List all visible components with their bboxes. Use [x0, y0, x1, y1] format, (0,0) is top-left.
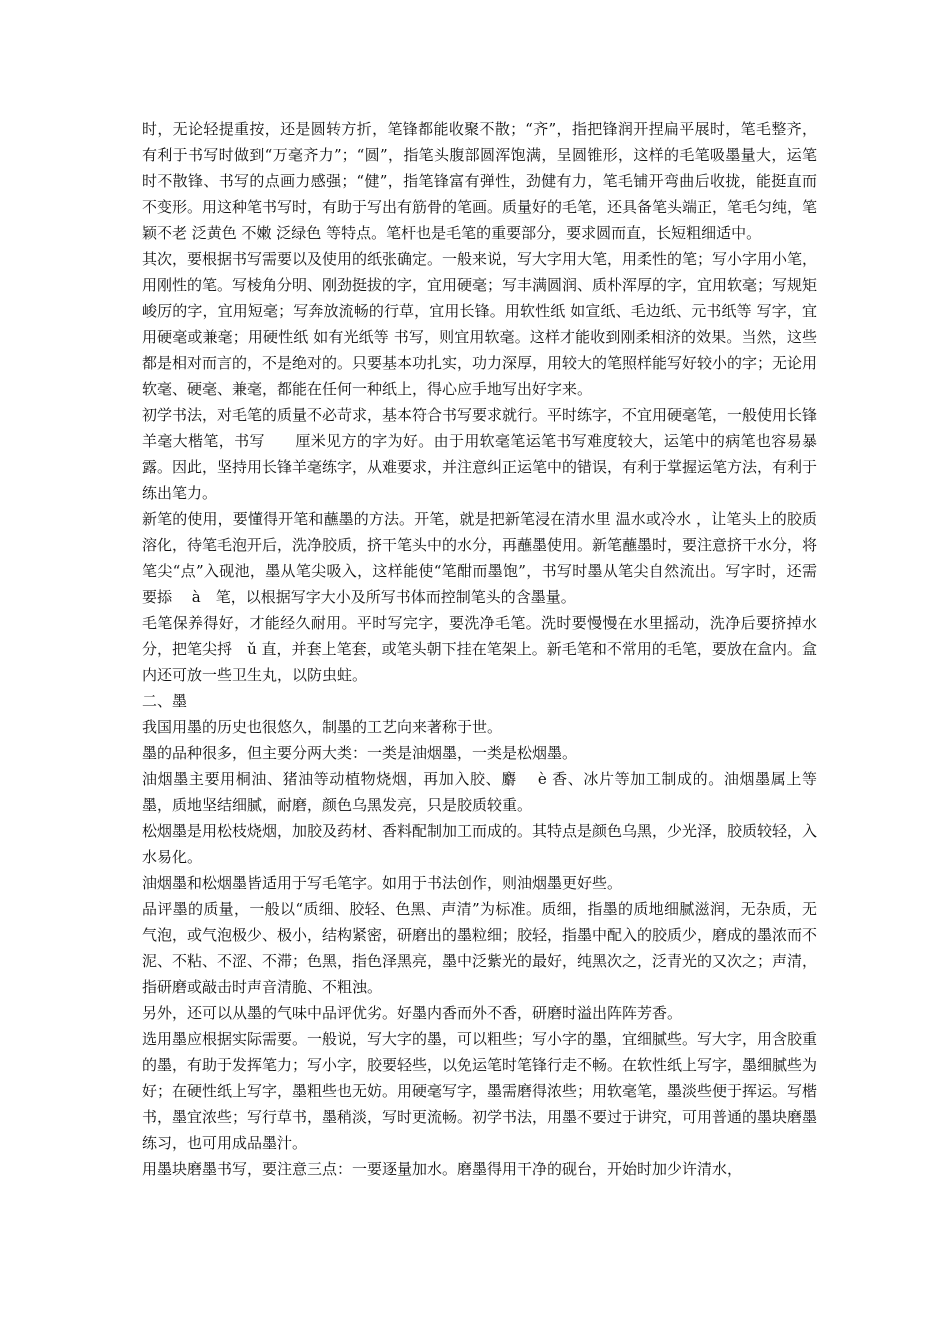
paragraph-ink-usage: 油烟墨和松烟墨皆适用于写毛笔字。如用于书法创作，则油烟墨更好些。 [142, 874, 623, 892]
paragraph-ink-grinding: 用墨块磨墨书写，要注意三点：一要逐量加水。磨墨得用干净的砚台，开始时加少许清水， [142, 1160, 743, 1178]
paragraph-brush-quality: 时，无论轻提重按，还是圆转方折，笔锋都能收聚不散；“齐”，指把锋润开捏扁平展时，笔毛整齐，有利于书写时做到“万毫齐力”；“圆”，指笔头腹部圆浑饱满，呈圆锥形，这样的毛笔吸墨量大，运笔时不散锋、书写的点画力感强；“健”，指笔锋富有弹性，劲健有力，笔毛铺开弯曲后收拢，能挺直而不变形。用这种笔书写时，有助于写出有筋骨的笔画。质量好的毛笔，还具备笔头端正，笔毛匀纯，笔颖不老 泛黄色 不嫩 泛绿色 等特点。笔杆也是毛笔的重要部分，要求圆而直，长短粗细适中。 [142, 120, 818, 242]
paragraph-brush-selection: 其次，要根据书写需要以及使用的纸张确定。一般来说，写大字用大笔，用柔性的笔；写小字用小笔，用刚性的笔。写棱角分明、刚劲挺拔的字，宜用硬毫；写丰满圆润、质朴浑厚的字，宜用软毫；写规矩峻厉的字，宜用短毫；写奔放流畅的行草，宜用长锋。用软性纸 如宣纸、毛边纸、元书纸等 写字，宜用硬毫或兼毫；用硬性纸 如有光纸等 书写，则宜用软毫。这样才能收到刚柔相济的效果。当然，这些都是相对而言的，不是绝对的。只要基本功扎实，功力深厚，用较大的笔照样能写好较小的字；无论用软毫、硬毫、兼毫，都能在任何一种纸上，得心应手地写出好字来。 [142, 250, 818, 398]
paragraph-pine-soot-ink: 松烟墨是用松枝烧烟，加胶及药材、香料配制加工而成的。其特点是颜色乌黑，少光泽，胶质较轻，入水易化。 [142, 822, 818, 866]
paragraph-ink-smell: 另外，还可以从墨的气味中品评优劣。好墨内香而外不香，研磨时溢出阵阵芳香。 [142, 1004, 683, 1022]
paragraph-brush-care: 毛笔保养得好，才能经久耐用。平时写完字，要洗净毛笔。洗时要慢慢在水里摇动，洗净后要挤掉水分，把笔尖捋 ǔ 直，并套上笔套，或笔头朝下挂在笔架上。新毛笔和不常用的毛笔，要放在盒内。盒内还可放一些卫生丸，以防虫蛀。 [142, 614, 817, 684]
document-body [142, 116, 817, 1182]
section-heading-ink: 二、墨 [142, 692, 188, 710]
paragraph-ink-selection: 选用墨应根据实际需要。一般说，写大字的墨，可以粗些；写小字的墨，宜细腻些。写大字，用含胶重的墨，有助于发挥笔力；写小字，胶要轻些，以免运笔时笔锋行走不畅。在软性纸上写字，墨细腻些为好；在硬性纸上写字，墨粗些也无妨。用硬毫写字，墨需磨得浓些；用软毫笔，墨淡些便于挥运。写楷书，墨宜浓些；写行草书，墨稍淡，写时更流畅。初学书法，用墨不要过于讲究，可用普通的墨块磨墨练习，也可用成品墨汁。 [142, 1030, 818, 1152]
paragraph-oil-soot-ink: 油烟墨主要用桐油、猪油等动植物烧烟，再加入胶、麝 è 香、冰片等加工制成的。油烟墨属上等墨，质地坚结细腻，耐磨，颜色乌黑发亮，只是胶质较重。 [142, 770, 817, 814]
paragraph-ink-types: 墨的品种很多，但主要分两大类：一类是油烟墨，一类是松烟墨。 [142, 744, 578, 762]
paragraph-ink-quality: 品评墨的质量，一般以“质细、胶轻、色黑、声清”为标准。质细，指墨的质地细腻滋润，无杂质，无气泡，或气泡极少、极小，结构紧密，研磨出的墨粒细；胶轻，指墨中配入的胶质少，磨成的墨浓而不泥、不粘、不涩、不滞；色黑，指色泽黑亮，墨中泛紫光的最好，纯黑次之，泛青光的又次之；声清，指研磨或敲击时声音清脆、不粗浊。 [142, 900, 818, 996]
paragraph-beginner-brush: 初学书法，对毛笔的质量不必苛求，基本符合书写要求就行。平时练字，不宜用硬毫笔，一般使用长锋羊毫大楷笔，书写 厘米见方的字为好。由于用软毫笔运笔书写难度较大，运笔中的病笔也容易暴露。因此，坚持用长锋羊毫练字，从难要求，并注意纠正运笔中的错误，有利于掌握运笔方法，有利于练出笔力。 [142, 406, 818, 502]
paragraph-new-brush-use: 新笔的使用，要懂得开笔和蘸墨的方法。开笔，就是把新笔浸在清水里 温水或冷水 ，让笔头上的胶质溶化，待笔毛泡开后，洗净胶质，挤干笔头中的水分，再蘸墨使用。新笔蘸墨时，要注意挤干水分，将笔尖“点”入砚池，墨从笔尖吸入，这样能使“笔酣而墨饱”，书写时墨从笔尖自然流出。写字时，还需要掭 à 笔，以根据写字大小及所写书体而控制笔头的含墨量。 [142, 510, 818, 606]
paragraph-ink-history: 我国用墨的历史也很悠久，制墨的工艺向来著称于世。 [142, 718, 503, 736]
